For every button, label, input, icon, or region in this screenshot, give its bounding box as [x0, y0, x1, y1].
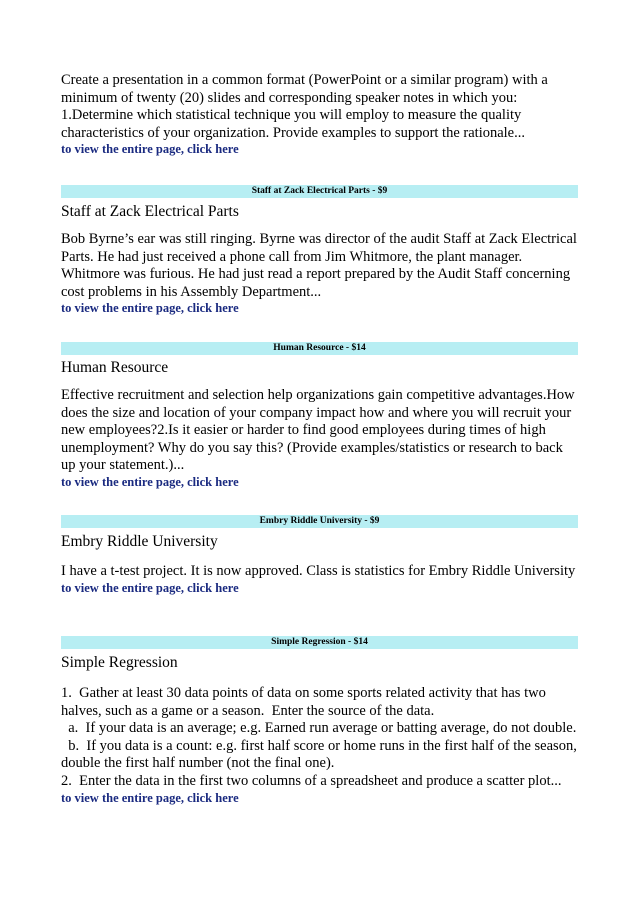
- section-body-embry-riddle: [61, 563, 578, 596]
- section-bar-embry-riddle: Embry Riddle University - $9: [61, 515, 578, 528]
- section-title-embry-riddle: Embry Riddle University: [61, 533, 218, 550]
- section-body-simple-regression: [61, 685, 578, 806]
- section-bar-staff-zack: Staff at Zack Electrical Parts - $9: [61, 185, 578, 198]
- section-link[interactable]: to view the entire page, click here: [61, 790, 239, 805]
- intro-link[interactable]: to view the entire page, click here: [61, 142, 239, 157]
- section-link[interactable]: to view the entire page, click here: [61, 580, 239, 595]
- section-body-human-resource: [61, 387, 578, 490]
- section-title-simple-regression: Simple Regression: [61, 654, 178, 671]
- section-bar-human-resource: Human Resource - $14: [61, 342, 578, 355]
- section-text: 1. Gather at least 30 data points of data on some sports related activity that has two halves, such as a game or a season. Enter the source of the data. a. If your data is an average; e.g. Earned run average or batting average, do not double. b. If you data is a count: e.g. first half score or home runs in the first half of the season, double the first half number (not the final one). 2. Enter the data in the first two columns of a spreadsheet and produce a scatter plot...: [61, 685, 577, 789]
- section-text: I have a t-test project. It is now approved. Class is statistics for Embry Riddle University: [61, 563, 576, 579]
- section-title-staff-zack: Staff at Zack Electrical Parts: [61, 203, 239, 220]
- intro-block: [61, 72, 578, 157]
- section-bar-simple-regression: Simple Regression - $14: [61, 636, 578, 649]
- section-text: Bob Byrne’s ear was still ringing. Byrne was director of the audit Staff at Zack Electrical Parts. He had just received a phone call from Jim Whitmore, the plant manager. Whitmore was furious. He had just read a report prepared by the Audit Staff concerning cost problems in his Assembly Department...: [61, 231, 581, 300]
- section-text: Effective recruitment and selection help organizations gain competitive advantages.How does the size and location of your company impact how and where you will recruit your new employees?2.Is it easier or harder to find good employees during times of high unemployment? Why do you say this? (Provide examples/statistics or research to back up your statement.)...: [61, 387, 579, 474]
- intro-text: Create a presentation in a common format (PowerPoint or a similar program) with a minimum of twenty (20) slides and corresponding speaker notes in which you: 1.Determine which statistical technique you will employ to measure the quality characteristics of your organization. Provide examples to support the rationale...: [61, 72, 548, 141]
- section-link[interactable]: to view the entire page, click here: [61, 474, 239, 489]
- section-body-staff-zack: [61, 231, 581, 316]
- section-title-human-resource: Human Resource: [61, 359, 169, 376]
- section-link[interactable]: to view the entire page, click here: [61, 301, 239, 316]
